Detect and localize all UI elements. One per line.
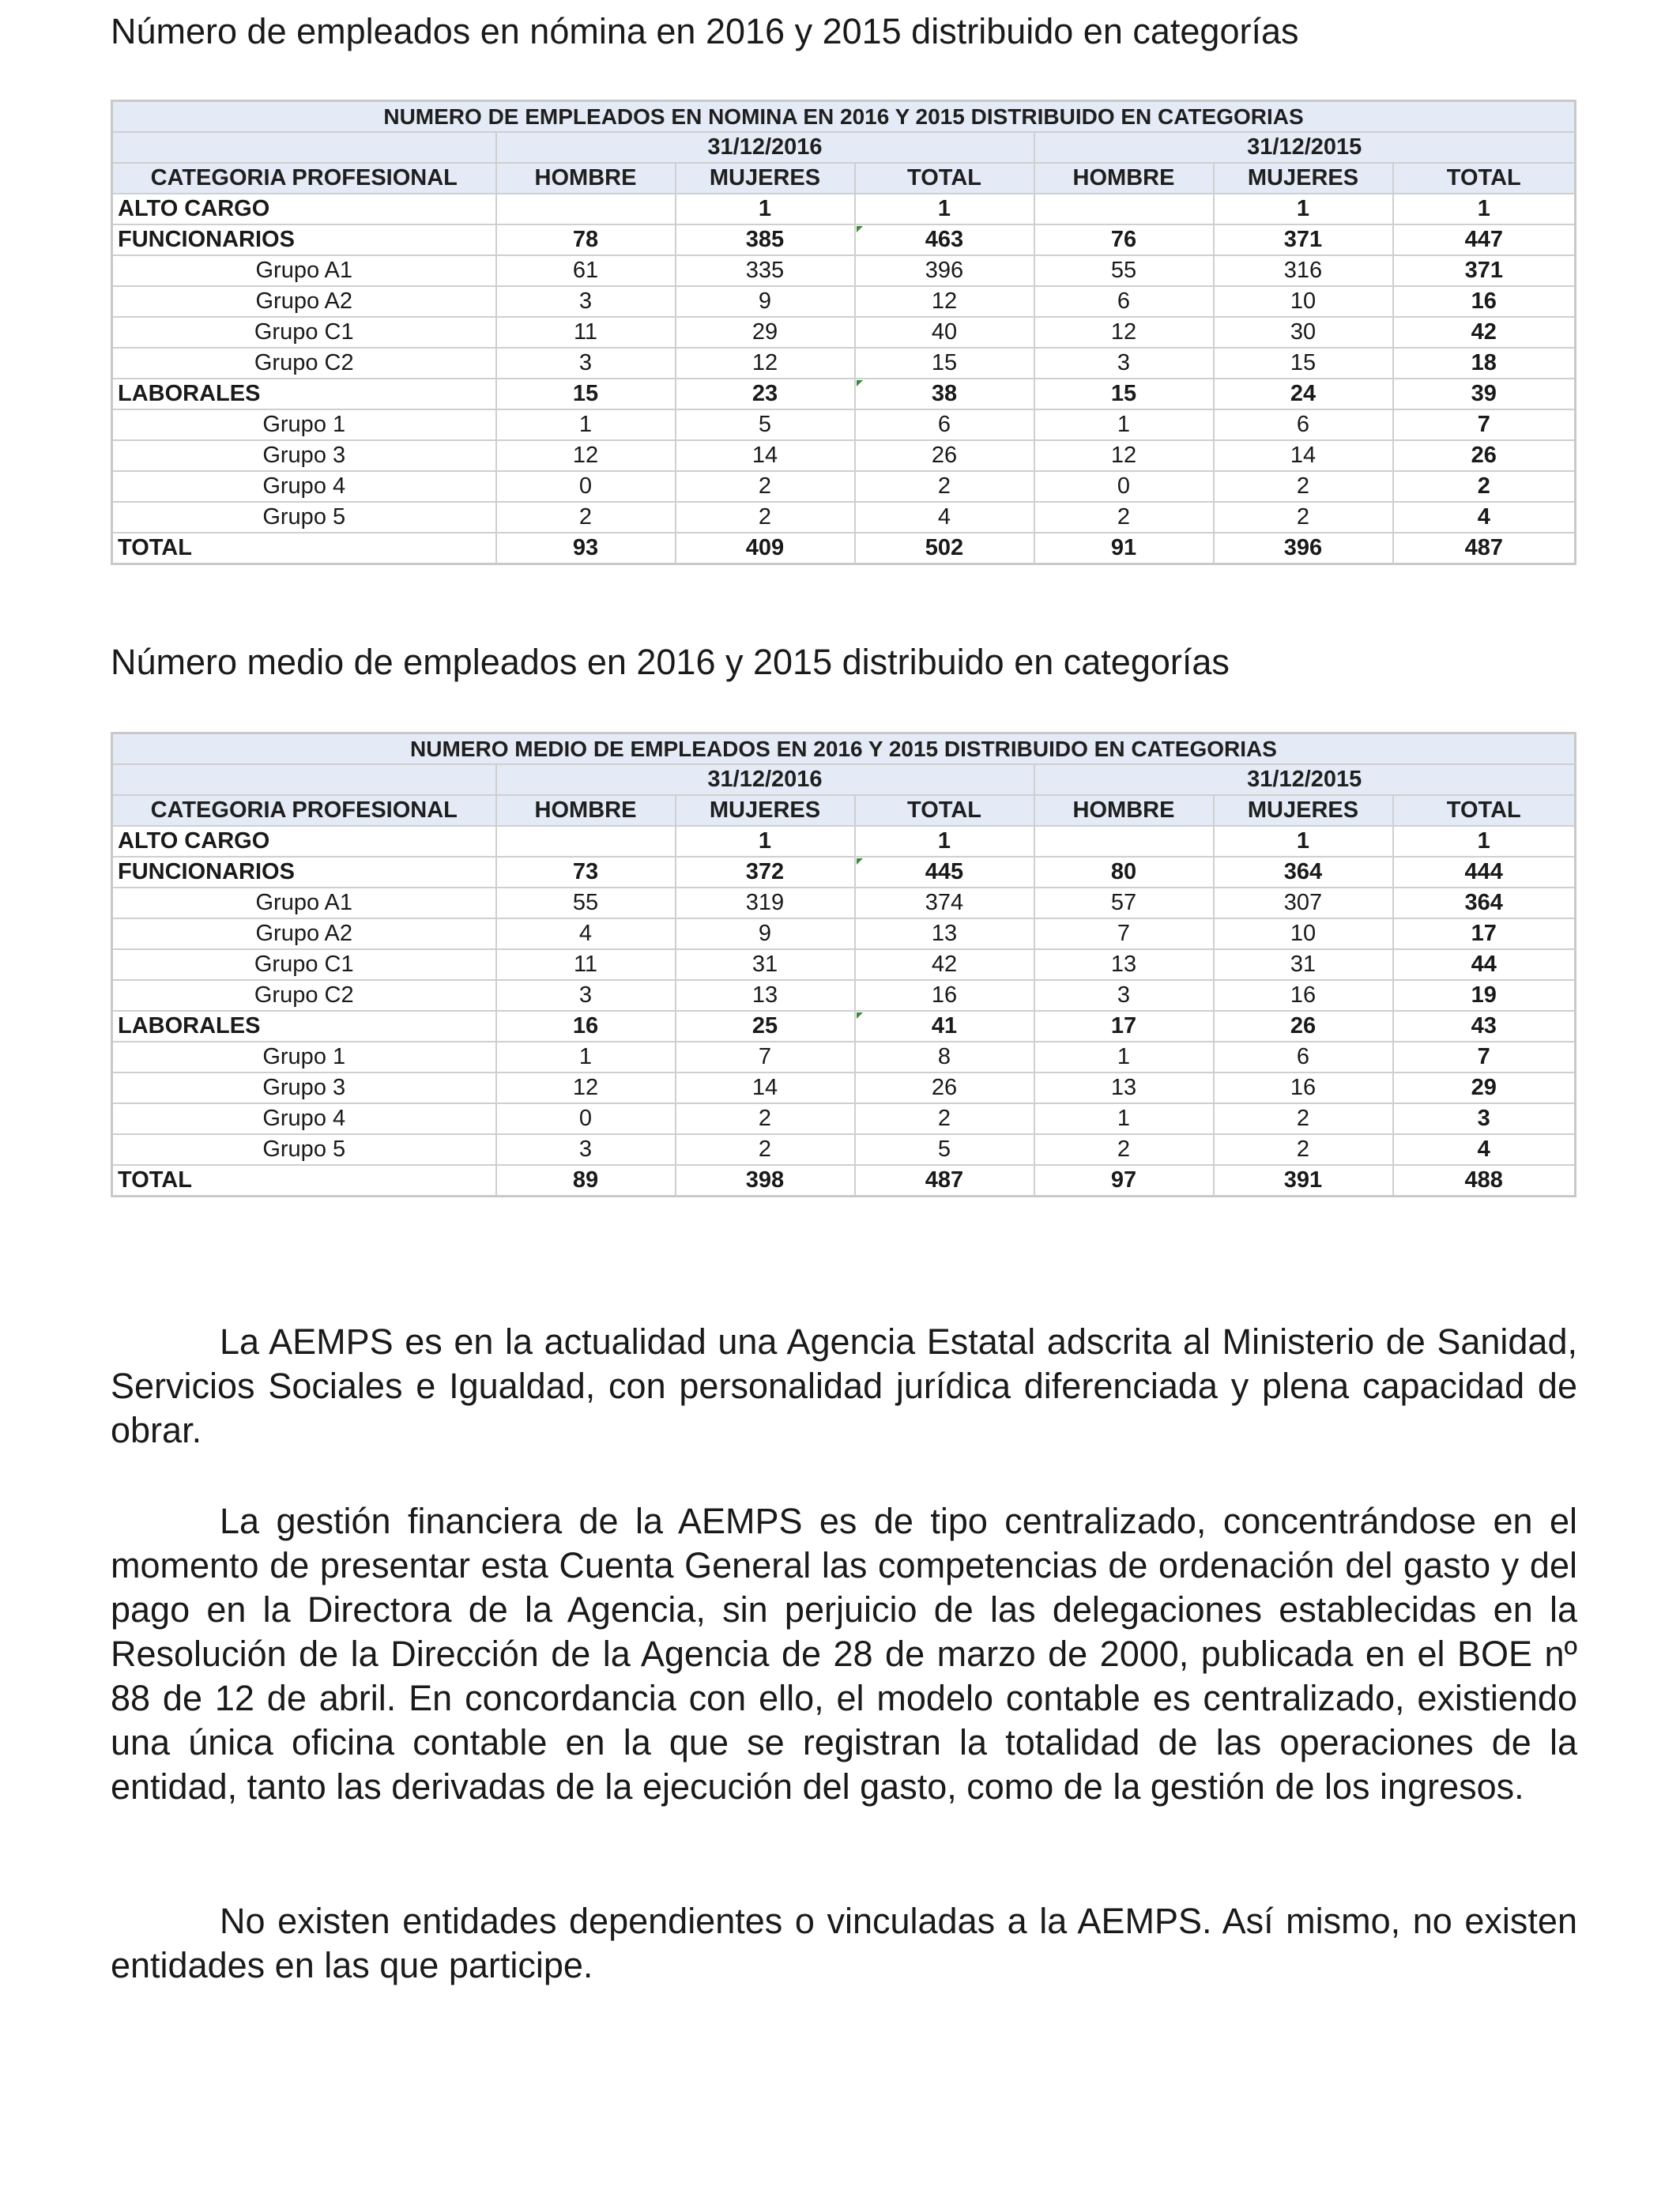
category-cell: ALTO CARGO: [112, 194, 496, 224]
table-column-header: CATEGORIA PROFESIONAL: [112, 163, 496, 194]
value-cell: 398: [676, 1165, 855, 1197]
value-cell: 19: [1393, 980, 1576, 1011]
value-cell: 14: [1214, 440, 1393, 471]
value-cell: 372: [676, 857, 855, 888]
category-cell: Grupo 3: [112, 440, 496, 471]
value-cell: 12: [1034, 440, 1214, 471]
value-cell: 97: [1034, 1165, 1214, 1197]
value-cell: 12: [855, 286, 1034, 317]
table-column-header: CATEGORIA PROFESIONAL: [112, 795, 496, 826]
table-row: [112, 533, 1576, 564]
paragraph-financial-management: [111, 1499, 1577, 1809]
value-cell: 16: [1214, 1072, 1393, 1103]
value-cell: [1034, 194, 1214, 224]
value-cell: 1: [1034, 1042, 1214, 1072]
table-row: [112, 379, 1576, 409]
value-cell: 2: [676, 1103, 855, 1134]
value-cell: 316: [1214, 255, 1393, 286]
value-cell: 488: [1393, 1165, 1576, 1197]
category-cell: Grupo 3: [112, 1072, 496, 1103]
paragraph-text: No existen entidades dependientes o vinculadas a la AEMPS. Así mismo, no existen entidades en las que participe.: [111, 1901, 1577, 1985]
value-cell: 391: [1214, 1165, 1393, 1197]
value-cell: 12: [1034, 317, 1214, 348]
value-cell: 91: [1034, 533, 1214, 564]
value-cell: 371: [1214, 224, 1393, 255]
value-cell: 6: [1214, 1042, 1393, 1072]
value-cell: 7: [1034, 918, 1214, 949]
category-cell: Grupo C1: [112, 317, 496, 348]
value-cell: 11: [496, 317, 676, 348]
value-cell: 16: [496, 1011, 676, 1042]
value-cell: 6: [855, 409, 1034, 440]
value-cell: 2: [676, 1134, 855, 1165]
value-cell: 16: [855, 980, 1034, 1011]
table-row: [112, 1011, 1576, 1042]
value-cell: 364: [1393, 888, 1576, 918]
table-header-date-2016: 31/12/2016: [496, 764, 1034, 795]
value-cell: 1: [1393, 826, 1576, 857]
value-cell: 41: [855, 1011, 1034, 1042]
value-cell: 80: [1034, 857, 1214, 888]
value-cell: 3: [1034, 980, 1214, 1011]
value-cell: 3: [496, 286, 676, 317]
category-cell: Grupo 5: [112, 502, 496, 533]
employees-nomina-table: [111, 100, 1576, 565]
table-column-header: MUJERES: [676, 163, 855, 194]
value-cell: 73: [496, 857, 676, 888]
category-cell: Grupo A2: [112, 286, 496, 317]
table-caption: NUMERO DE EMPLEADOS EN NOMINA EN 2016 Y 2015 DISTRIBUIDO EN CATEGORIAS: [112, 101, 1576, 133]
table-row: [112, 857, 1576, 888]
value-cell: 10: [1214, 918, 1393, 949]
value-cell: 463: [855, 224, 1034, 255]
value-cell: 7: [676, 1042, 855, 1072]
section-title-medio: Número medio de empleados en 2016 y 2015 distribuido en categorías: [111, 642, 1230, 682]
table-caption-row: [112, 101, 1576, 133]
value-cell: 15: [496, 379, 676, 409]
category-cell: Grupo 1: [112, 409, 496, 440]
table-header-blank: [112, 132, 496, 163]
table-row: [112, 440, 1576, 471]
table-row: [112, 255, 1576, 286]
value-cell: 2: [1214, 1134, 1393, 1165]
value-cell: 29: [676, 317, 855, 348]
section-title-nomina: Número de empleados en nómina en 2016 y 2015 distribuido en categorías: [111, 11, 1299, 51]
table-row: [112, 224, 1576, 255]
value-cell: 5: [855, 1134, 1034, 1165]
table-row: [112, 1103, 1576, 1134]
paragraph-text: La gestión financiera de la AEMPS es de tipo centralizado, concentrándose en el momento de presentar esta Cuenta General las competencias de ordenación del gasto y del pago en la Directora de la Agencia, sin perjuicio de las delegaciones establecidas en la Resolución de la Dirección de la Agencia de 28 de marzo de 2000, publicada en el BOE nº 88 de 12 de abril. En concordancia con ello, el modelo contable es centralizado, existiendo una única oficina contable en la que se registran la totalidad de las operaciones de la entidad, tanto las derivadas de la ejecución del gasto, como de la gestión de los ingresos.: [111, 1501, 1577, 1807]
table-header-date-2015: 31/12/2015: [1034, 132, 1576, 163]
value-cell: 13: [676, 980, 855, 1011]
category-cell: FUNCIONARIOS: [112, 224, 496, 255]
value-cell: 16: [1393, 286, 1576, 317]
table-column-header: MUJERES: [676, 795, 855, 826]
value-cell: 14: [676, 1072, 855, 1103]
value-cell: 42: [1393, 317, 1576, 348]
value-cell: 6: [1214, 409, 1393, 440]
value-cell: [496, 826, 676, 857]
value-cell: 61: [496, 255, 676, 286]
value-cell: 30: [1214, 317, 1393, 348]
table-column-header: HOMBRE: [1034, 163, 1214, 194]
value-cell: 307: [1214, 888, 1393, 918]
value-cell: 43: [1393, 1011, 1576, 1042]
value-cell: 2: [1214, 471, 1393, 502]
value-cell: 487: [1393, 533, 1576, 564]
value-cell: 55: [496, 888, 676, 918]
table-column-header: HOMBRE: [496, 163, 676, 194]
value-cell: 13: [855, 918, 1034, 949]
value-cell: 7: [1393, 409, 1576, 440]
value-cell: 44: [1393, 949, 1576, 980]
value-cell: 0: [496, 471, 676, 502]
value-cell: 18: [1393, 348, 1576, 379]
value-cell: 25: [676, 1011, 855, 1042]
paragraph-dependent-entities: [111, 1899, 1577, 1988]
category-cell: Grupo A2: [112, 918, 496, 949]
table-row: [112, 918, 1576, 949]
table-row: [112, 471, 1576, 502]
table-row: [112, 1042, 1576, 1072]
value-cell: 11: [496, 949, 676, 980]
value-cell: 371: [1393, 255, 1576, 286]
category-cell: Grupo 1: [112, 1042, 496, 1072]
table-row: [112, 286, 1576, 317]
table-column-header: HOMBRE: [1034, 795, 1214, 826]
table-date-row: [112, 132, 1576, 163]
table-caption-row: [112, 733, 1576, 765]
value-cell: 0: [1034, 471, 1214, 502]
value-cell: 1: [1214, 826, 1393, 857]
table-body: [112, 101, 1576, 564]
table-row: [112, 1165, 1576, 1197]
value-cell: 40: [855, 317, 1034, 348]
value-cell: 78: [496, 224, 676, 255]
value-cell: 2: [1393, 471, 1576, 502]
value-cell: 445: [855, 857, 1034, 888]
table-caption: NUMERO MEDIO DE EMPLEADOS EN 2016 Y 2015 DISTRIBUIDO EN CATEGORIAS: [112, 733, 1576, 765]
value-cell: 7: [1393, 1042, 1576, 1072]
value-cell: 38: [855, 379, 1034, 409]
value-cell: 16: [1214, 980, 1393, 1011]
value-cell: 4: [1393, 502, 1576, 533]
value-cell: 24: [1214, 379, 1393, 409]
value-cell: 15: [855, 348, 1034, 379]
table-column-header: MUJERES: [1214, 163, 1393, 194]
value-cell: 17: [1393, 918, 1576, 949]
value-cell: 15: [1034, 379, 1214, 409]
table-body: [112, 733, 1576, 1197]
table-column-header: HOMBRE: [496, 795, 676, 826]
value-cell: 2: [855, 1103, 1034, 1134]
value-cell: 2: [1214, 502, 1393, 533]
category-cell: LABORALES: [112, 1011, 496, 1042]
value-cell: 385: [676, 224, 855, 255]
value-cell: 26: [855, 1072, 1034, 1103]
category-cell: Grupo 4: [112, 1103, 496, 1134]
value-cell: 12: [496, 440, 676, 471]
value-cell: 17: [1034, 1011, 1214, 1042]
value-cell: 335: [676, 255, 855, 286]
value-cell: 1: [1034, 1103, 1214, 1134]
value-cell: 487: [855, 1165, 1034, 1197]
value-cell: 3: [496, 1134, 676, 1165]
category-cell: TOTAL: [112, 1165, 496, 1197]
table-column-header: TOTAL: [855, 795, 1034, 826]
value-cell: 10: [1214, 286, 1393, 317]
table-row: [112, 348, 1576, 379]
category-cell: FUNCIONARIOS: [112, 857, 496, 888]
value-cell: 319: [676, 888, 855, 918]
category-cell: Grupo 5: [112, 1134, 496, 1165]
value-cell: 444: [1393, 857, 1576, 888]
value-cell: [1034, 826, 1214, 857]
value-cell: 409: [676, 533, 855, 564]
value-cell: 39: [1393, 379, 1576, 409]
value-cell: 374: [855, 888, 1034, 918]
value-cell: 396: [1214, 533, 1393, 564]
table-header-row: [112, 795, 1576, 826]
value-cell: 1: [496, 409, 676, 440]
value-cell: 0: [496, 1103, 676, 1134]
value-cell: 1: [676, 194, 855, 224]
category-cell: Grupo C2: [112, 980, 496, 1011]
value-cell: 3: [1034, 348, 1214, 379]
table-row: [112, 194, 1576, 224]
category-cell: TOTAL: [112, 533, 496, 564]
value-cell: 2: [496, 502, 676, 533]
table-row: [112, 980, 1576, 1011]
table-column-header: TOTAL: [855, 163, 1034, 194]
value-cell: 6: [1034, 286, 1214, 317]
table-row: [112, 409, 1576, 440]
value-cell: 396: [855, 255, 1034, 286]
value-cell: 2: [676, 502, 855, 533]
value-cell: 1: [676, 826, 855, 857]
value-cell: 502: [855, 533, 1034, 564]
value-cell: 1: [496, 1042, 676, 1072]
table-column-header: TOTAL: [1393, 163, 1576, 194]
table-row: [112, 888, 1576, 918]
category-cell: Grupo A1: [112, 255, 496, 286]
table-medio-wrapper: [111, 732, 1574, 1197]
value-cell: 4: [496, 918, 676, 949]
value-cell: 29: [1393, 1072, 1576, 1103]
value-cell: 3: [496, 348, 676, 379]
table-column-header: TOTAL: [1393, 795, 1576, 826]
table-row: [112, 317, 1576, 348]
table-row: [112, 949, 1576, 980]
value-cell: 42: [855, 949, 1034, 980]
value-cell: 55: [1034, 255, 1214, 286]
value-cell: 4: [855, 502, 1034, 533]
value-cell: 15: [1214, 348, 1393, 379]
value-cell: 2: [855, 471, 1034, 502]
category-cell: LABORALES: [112, 379, 496, 409]
value-cell: 31: [1214, 949, 1393, 980]
value-cell: 1: [1214, 194, 1393, 224]
table-row: [112, 1072, 1576, 1103]
category-cell: Grupo C1: [112, 949, 496, 980]
value-cell: 12: [676, 348, 855, 379]
category-cell: Grupo A1: [112, 888, 496, 918]
table-row: [112, 826, 1576, 857]
value-cell: 93: [496, 533, 676, 564]
value-cell: 1: [1393, 194, 1576, 224]
value-cell: 3: [496, 980, 676, 1011]
value-cell: [496, 194, 676, 224]
paragraph-agency-status: [111, 1320, 1577, 1453]
value-cell: 12: [496, 1072, 676, 1103]
employees-average-table: [111, 732, 1576, 1197]
value-cell: 26: [855, 440, 1034, 471]
value-cell: 8: [855, 1042, 1034, 1072]
value-cell: 1: [855, 194, 1034, 224]
value-cell: 2: [676, 471, 855, 502]
value-cell: 2: [1034, 1134, 1214, 1165]
table-header-blank: [112, 764, 496, 795]
value-cell: 26: [1393, 440, 1576, 471]
value-cell: 76: [1034, 224, 1214, 255]
value-cell: 447: [1393, 224, 1576, 255]
category-cell: Grupo C2: [112, 348, 496, 379]
value-cell: 9: [676, 918, 855, 949]
table-row: [112, 1134, 1576, 1165]
value-cell: 23: [676, 379, 855, 409]
table-date-row: [112, 764, 1576, 795]
value-cell: 26: [1214, 1011, 1393, 1042]
value-cell: 57: [1034, 888, 1214, 918]
table-header-row: [112, 163, 1576, 194]
value-cell: 5: [676, 409, 855, 440]
value-cell: 1: [855, 826, 1034, 857]
value-cell: 2: [1034, 502, 1214, 533]
table-column-header: MUJERES: [1214, 795, 1393, 826]
table-header-date-2016: 31/12/2016: [496, 132, 1034, 163]
table-nomina-wrapper: [111, 100, 1574, 565]
value-cell: 3: [1393, 1103, 1576, 1134]
value-cell: 13: [1034, 1072, 1214, 1103]
value-cell: 4: [1393, 1134, 1576, 1165]
table-header-date-2015: 31/12/2015: [1034, 764, 1576, 795]
value-cell: 9: [676, 286, 855, 317]
table-row: [112, 502, 1576, 533]
value-cell: 2: [1214, 1103, 1393, 1134]
value-cell: 13: [1034, 949, 1214, 980]
value-cell: 1: [1034, 409, 1214, 440]
value-cell: 31: [676, 949, 855, 980]
value-cell: 14: [676, 440, 855, 471]
value-cell: 364: [1214, 857, 1393, 888]
paragraph-text: La AEMPS es en la actualidad una Agencia Estatal adscrita al Ministerio de Sanidad, Servicios Sociales e Igualdad, con personalidad jurídica diferenciada y plena capacidad de obrar.: [111, 1321, 1577, 1450]
value-cell: 89: [496, 1165, 676, 1197]
category-cell: ALTO CARGO: [112, 826, 496, 857]
category-cell: Grupo 4: [112, 471, 496, 502]
